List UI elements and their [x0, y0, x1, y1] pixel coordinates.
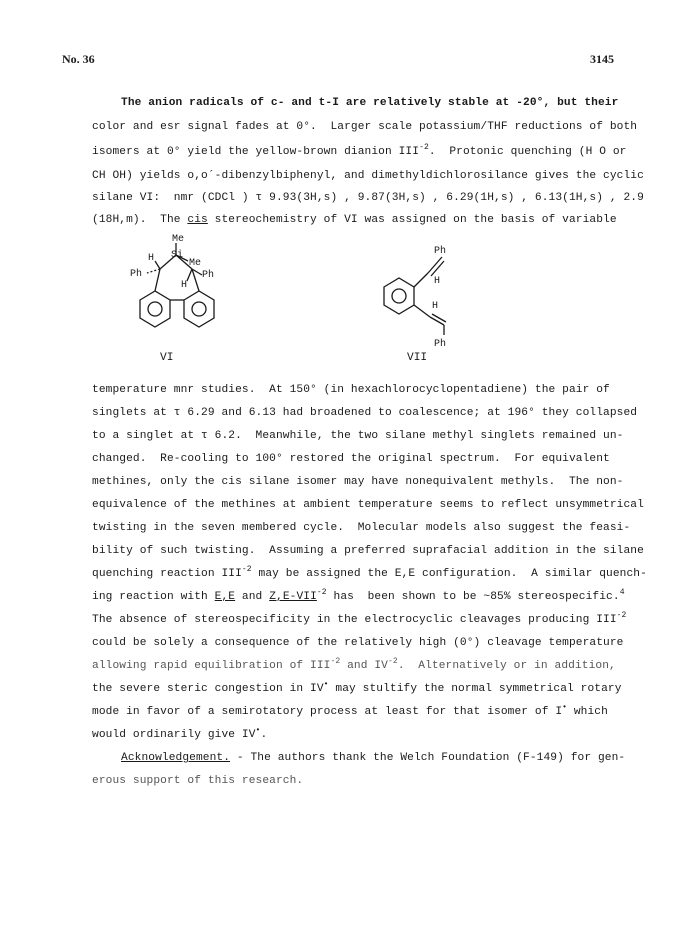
para1-line2: color and esr signal fades at 0°. Larger scale potassium/THF reductions of both: [92, 121, 638, 133]
para1-line3: [92, 143, 627, 158]
charge-vii: -2: [316, 588, 327, 597]
para2-line14-a: the severe steric congestion in IV: [92, 683, 324, 695]
para2-line7: twisting in the seven membered cycle. Molecular models also suggest the feasi-: [92, 522, 631, 534]
para2-line11: [92, 611, 627, 626]
para2-line14: [92, 680, 622, 695]
para1-line6-b: stereochemistry of VI was assigned on the basis of variable: [207, 214, 617, 226]
structure-vii: [384, 257, 446, 335]
para2-line13-a: allowing rapid equilibration of III: [92, 660, 331, 672]
acknowledgement-line1: [121, 752, 625, 764]
vi-ring-left: [140, 291, 170, 327]
reference-4: 4: [619, 588, 625, 597]
para2-line16: [92, 726, 268, 741]
para2-line2: singlets at τ 6.29 and 6.13 had broadened to coalescence; at 196° they collapsed: [92, 407, 638, 419]
radical-iv-2: •: [255, 726, 261, 735]
para2-line13-b: and IV: [340, 660, 388, 672]
vi-ring-right: [184, 291, 214, 327]
para1-line1: The anion radicals of c- and t-I are relatively stable at -20°, but their: [121, 97, 619, 109]
structure-vi-labels: [130, 234, 214, 291]
para2-line14-b: may stultify the normal symmetrical rotary: [328, 683, 622, 695]
radical-iv: •: [323, 680, 329, 689]
label-vii: VII: [407, 352, 428, 364]
vii-ring: [384, 278, 414, 314]
cis-emphasis: cis: [187, 214, 208, 226]
superscript-charge: -2: [419, 143, 429, 152]
para2-line6: equivalence of the methines at ambient temperature seems to reflect unsymmetrical: [92, 499, 644, 511]
para2-line12: could be solely a consequence of the relatively high (0°) cleavage temperature: [92, 637, 624, 649]
para2-line13: [92, 657, 616, 672]
para1-line3-tail: . Protonic quenching (H O or: [428, 146, 627, 158]
para2-line4: changed. Re-cooling to 100° restored the original spectrum. For equivalent: [92, 453, 610, 465]
para2-line1: temperature mnr studies. At 150° (in hexachlorocyclopentadiene) the pair of: [92, 384, 610, 396]
para2-line11-a: The absence of stereospecificity in the electrocyclic cleavages producing III: [92, 614, 617, 626]
para1-line5: silane VI: nmr (CDCl ) τ 9.93(3H,s) , 9.87(3H,s) , 6.29(1H,s) , 6.13(1H,s) , 2.9: [92, 192, 644, 204]
vi-me-top: Me: [172, 234, 185, 245]
para2-line15-b: which: [567, 706, 608, 718]
ee-config: E,E: [214, 591, 236, 603]
radical-i: •: [562, 703, 568, 712]
vii-h-bottom: H: [432, 301, 439, 312]
para2-line15: [92, 703, 608, 718]
vii-ph-top: Ph: [434, 246, 447, 257]
para2-line13-c: . Alternatively or in addition,: [397, 660, 616, 672]
para2-line9-a: quenching reaction III: [92, 568, 242, 580]
charge-iii-3: -2: [330, 657, 341, 666]
para2-line3: to a singlet at τ 6.2. Meanwhile, the two silane methyl singlets remained un-: [92, 430, 624, 442]
journal-number: No. 36: [62, 52, 95, 66]
para1-line6-a: (18H,m). The: [92, 214, 188, 226]
acknowledgement-text1: - The authors thank the Welch Foundation (F-149) for gen-: [230, 752, 626, 764]
para2-line9: [92, 565, 647, 580]
vii-ph-bottom: Ph: [434, 339, 447, 350]
charge-iii: -2: [241, 565, 252, 574]
vi-si: Si: [171, 250, 184, 261]
para2-line8: bility of such twisting. Assuming a preferred suprafacial addition in the silane: [92, 545, 644, 557]
vi-ph-left: Ph: [130, 269, 143, 280]
para2-line15-a: mode in favor of a semirotatory process at least for that isomer of I: [92, 706, 563, 718]
para2-line5: methines, only the cis silane isomer may have nonequivalent methyls. The non-: [92, 476, 624, 488]
para2-line10-and: and: [235, 591, 270, 603]
para2-line10: [92, 588, 625, 603]
acknowledgement-title: Acknowledgement.: [121, 752, 231, 764]
acknowledgement-line2: erous support of this research.: [92, 775, 304, 787]
para2-line9-b: may be assigned the E,E configuration. A similar quench-: [251, 568, 647, 580]
vi-h-mid: H: [181, 280, 188, 291]
label-vi: VI: [160, 352, 174, 364]
para2-line16-b: .: [260, 729, 268, 741]
vi-ph-right: Ph: [202, 270, 215, 281]
para1-line4: CH OH) yields o,o´-dibenzylbiphenyl, and dimethyldichlorosilance gives the cyclic: [92, 170, 644, 182]
para2-line16-a: would ordinarily give IV: [92, 729, 256, 741]
para1-line3-text: isomers at 0° yield the yellow-brown dianion III: [92, 146, 420, 158]
charge-iii-2: -2: [616, 611, 627, 620]
vii-h-top: H: [434, 276, 441, 287]
charge-iv: -2: [388, 657, 398, 666]
para2-line10-a: ing reaction with: [92, 591, 215, 603]
vi-me-side: Me: [189, 258, 202, 269]
para2-line10-b: has been shown to be ~85% stereospecific.: [326, 591, 620, 603]
ze-vii: Z,E-VII: [269, 591, 317, 603]
chemical-structures: [92, 225, 612, 355]
page-number: 3145: [590, 52, 614, 66]
vi-h-left: H: [148, 253, 155, 264]
